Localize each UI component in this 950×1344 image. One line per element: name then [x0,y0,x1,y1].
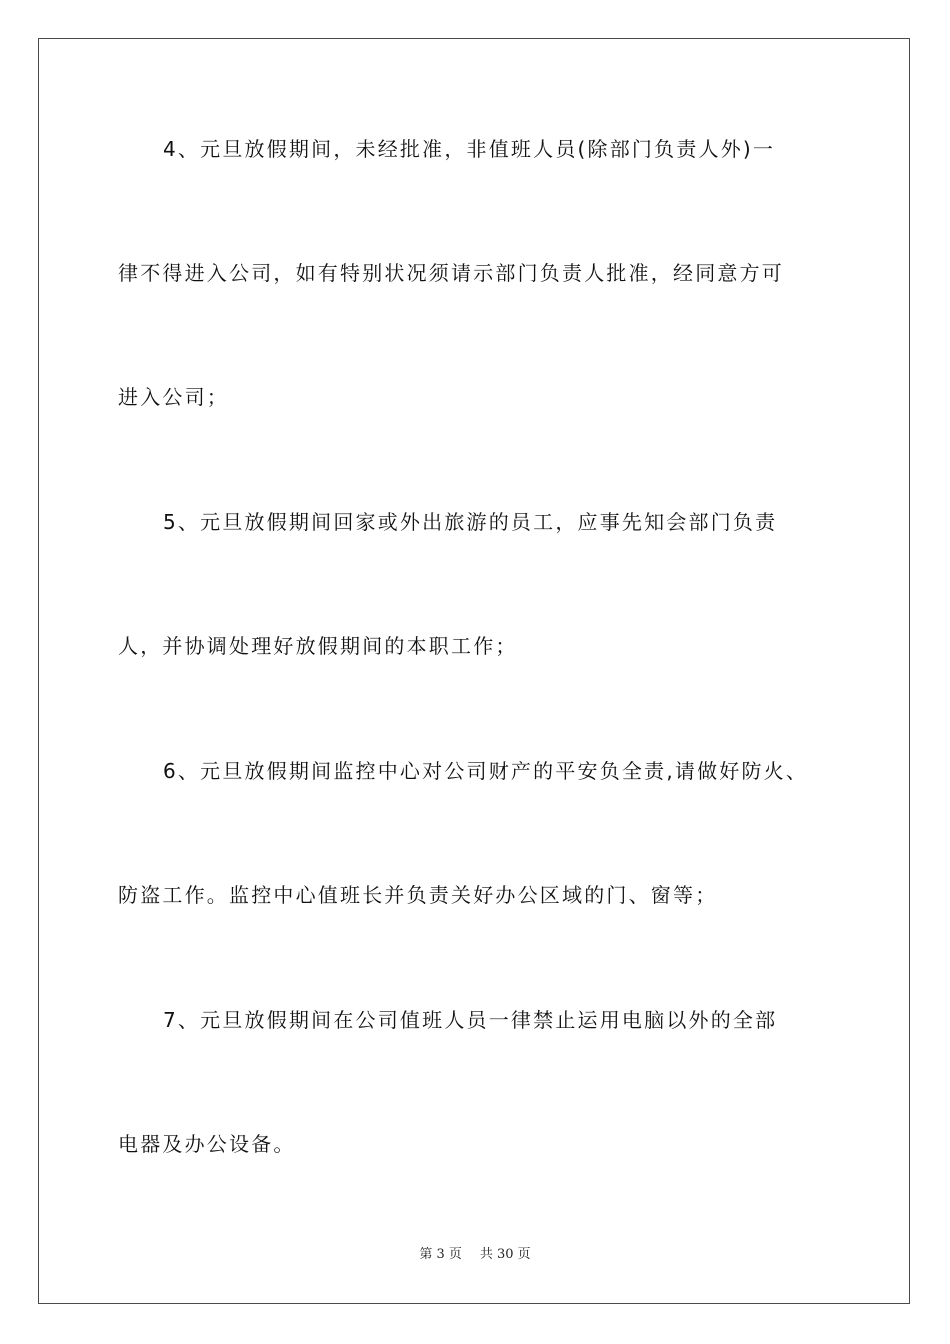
paragraph-4-line-1: 4、元旦放假期间，未经批准，非值班人员(除部门负责人外)一 [163,137,776,161]
page-frame [38,38,910,1304]
page-number: 第 3 页 [419,1247,462,1262]
paragraph-6-line-2: 防盗工作。监控中心值班长并负责关好办公区域的门、窗等； [118,883,718,907]
paragraph-5-line-2: 人，并协调处理好放假期间的本职工作； [118,634,518,658]
paragraph-6-line-1: 6、元旦放假期间监控中心对公司财产的平安负全责,请做好防火、 [163,759,809,783]
paragraph-4-line-3: 进入公司； [118,385,229,409]
paragraph-7-line-1: 7、元旦放假期间在公司值班人员一律禁止运用电脑以外的全部 [163,1008,778,1032]
paragraph-5-line-1: 5、元旦放假期间回家或外出旅游的员工，应事先知会部门负责 [163,510,778,534]
paragraph-4-line-2: 律不得进入公司，如有特别状况须请示部门负责人批准，经同意方可 [118,261,784,285]
total-pages: 共 30 页 [479,1247,531,1262]
page-footer [0,1246,950,1264]
paragraph-7-line-2: 电器及办公设备。 [118,1132,296,1156]
